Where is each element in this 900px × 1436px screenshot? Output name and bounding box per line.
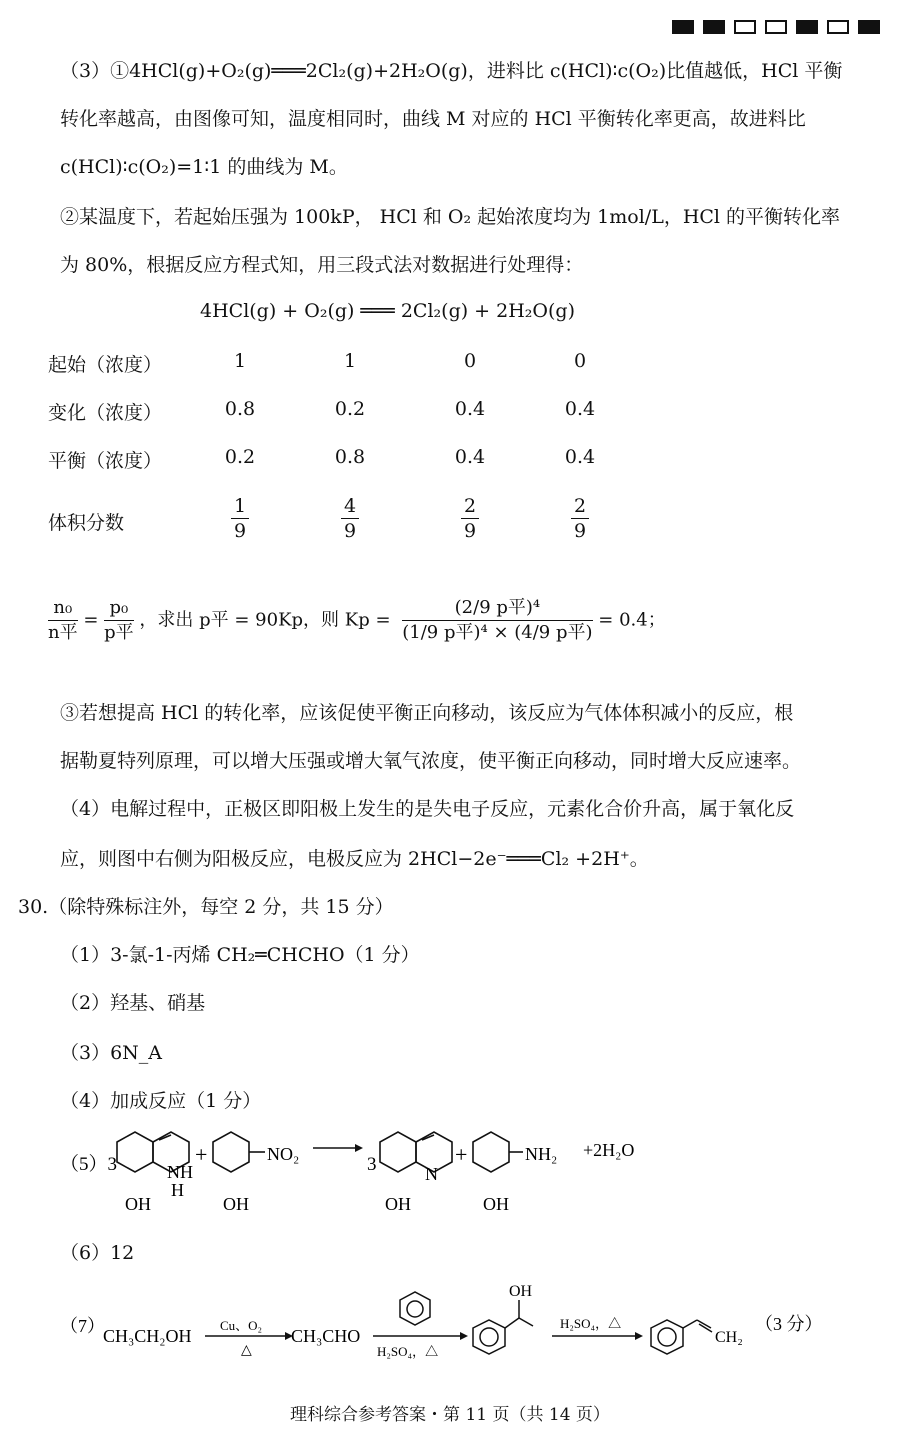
- coefficient: 3: [367, 1154, 377, 1175]
- denominator: 9: [343, 520, 357, 542]
- no2-label: NO₂: [267, 1144, 300, 1164]
- aminophenol-structure: [473, 1132, 523, 1172]
- table-cell: 1: [233, 350, 247, 372]
- para-line: ②某温度下，若起始压强为 100kP， HCl 和 O₂ 起始浓度均为 1mol/L，HCl 的平衡转化率: [60, 206, 841, 228]
- numerator: 2: [571, 494, 589, 519]
- kp-p0: p₀: [104, 596, 134, 621]
- benzene-reagent: [400, 1292, 430, 1325]
- denominator: 9: [463, 520, 477, 542]
- answer-2: （2）羟基、硝基: [60, 992, 206, 1014]
- condition-3: H₂SO₄，△: [560, 1316, 622, 1331]
- fraction-cell: [210, 494, 270, 543]
- table-cell: 0: [463, 350, 477, 372]
- table-cell: 0.8: [224, 398, 256, 420]
- ethanol: CH₃CH₂OH: [103, 1326, 192, 1346]
- acetaldehyde: CH₃CHO: [291, 1326, 361, 1346]
- synthesis-route: [55, 1280, 855, 1380]
- answer-5-label: （5）3: [60, 1154, 118, 1175]
- table-cell: 0.4: [564, 446, 596, 468]
- phenylethanol-structure: [473, 1300, 533, 1354]
- table-row: [48, 350, 162, 377]
- kp-np: n平: [48, 622, 78, 643]
- question-30-heading: 30.（除特殊标注外，每空 2 分，共 15 分）: [18, 896, 394, 918]
- arrow-head: [355, 1144, 363, 1152]
- ch2-label: CH₂: [715, 1329, 743, 1346]
- table-cell: 0.8: [334, 446, 366, 468]
- mark-filled: [796, 20, 818, 34]
- answer-1: （1）3-氯-1-丙烯 CH₂═CHCHO（1 分）: [60, 944, 420, 966]
- h-label: H: [171, 1180, 184, 1200]
- kp-pp: p平: [104, 622, 134, 643]
- mark-empty: [765, 20, 787, 34]
- table-cell: 0.4: [564, 398, 596, 420]
- header-marks: [672, 20, 880, 34]
- oh-label: OH: [125, 1194, 151, 1214]
- table-row: [48, 508, 124, 535]
- denominator: 9: [233, 520, 247, 542]
- arrow-head: [460, 1332, 468, 1340]
- mark-filled: [703, 20, 725, 34]
- score-label: （3 分）: [755, 1314, 823, 1334]
- oh-label: OH: [509, 1283, 533, 1300]
- para-line: 转化率越高，由图像可知，温度相同时，曲线 M 对应的 HCl 平衡转化率更高，故进料比: [60, 108, 806, 130]
- mark-empty: [827, 20, 849, 34]
- kp-mid: ，求出 p平 = 90Kp，则 Kp =: [139, 609, 391, 631]
- answer-4: （4）加成反应（1 分）: [60, 1090, 262, 1112]
- table-cell: 1: [343, 350, 357, 372]
- row-label: 平衡（浓度）: [48, 450, 163, 472]
- row-label: 体积分数: [48, 512, 125, 534]
- table-row: [48, 398, 162, 425]
- condition-2: H₂SO₄，△: [377, 1344, 439, 1359]
- nh2-label: NH₂: [525, 1144, 558, 1164]
- denominator: 9: [573, 520, 587, 542]
- oh-label: OH: [483, 1194, 509, 1214]
- answer-3: （3）6N_A: [60, 1042, 163, 1064]
- fraction-cell: [550, 494, 610, 543]
- fraction-cell: [320, 494, 380, 543]
- kp-n0: n₀: [48, 596, 78, 621]
- fraction-cell: [440, 494, 500, 543]
- table-cell: 0.4: [454, 446, 486, 468]
- kp-result: = 0.4；: [598, 609, 666, 631]
- mark-empty: [734, 20, 756, 34]
- condition-1-heat: △: [241, 1343, 252, 1358]
- para-line: 应，则图中右侧为阳极反应，电极反应为 2HCl−2e⁻═══Cl₂ +2H⁺。: [60, 848, 649, 870]
- mark-filled: [858, 20, 880, 34]
- reaction-equation: 4HCl(g) + O₂(g) ═══ 2Cl₂(g) + 2H₂O(g): [200, 300, 575, 322]
- oh-label: OH: [223, 1194, 249, 1214]
- oh-label: OH: [385, 1194, 411, 1214]
- para-line: （4）电解过程中，正极区即阳极上发生的是失电子反应，元素化合价升高，属于氧化反: [60, 798, 795, 820]
- table-row: [48, 446, 162, 473]
- condition-1: Cu、O₂: [220, 1318, 263, 1333]
- row-label: 起始（浓度）: [48, 354, 163, 376]
- quinolinol-structure: [380, 1132, 452, 1172]
- para-line: ③若想提高 HCl 的转化率，应该促使平衡正向移动，该反应为气体体积减小的反应，根: [60, 702, 794, 724]
- plus-sign: +: [455, 1142, 468, 1167]
- answer-6: （6）12: [60, 1242, 135, 1264]
- table-cell: 0.2: [224, 446, 256, 468]
- row-label: 变化（浓度）: [48, 402, 163, 424]
- n-label: N: [425, 1164, 438, 1184]
- mark-filled: [672, 20, 694, 34]
- kp-denominator: (1/9 p平)⁴ × (4/9 p平): [402, 622, 593, 643]
- table-cell: 0.4: [454, 398, 486, 420]
- para-line: （3）①4HCl(g)+O₂(g)═══2Cl₂(g)+2H₂O(g)，进料比 c(HCl)∶c(O₂)比值越低，HCl 平衡: [60, 60, 843, 82]
- plus-sign: +: [195, 1142, 208, 1167]
- page-footer: 理科综合参考答案・第 11 页（共 14 页）: [290, 1405, 610, 1425]
- answer-7-label: （7）: [60, 1316, 105, 1336]
- styrene-structure: [651, 1320, 712, 1354]
- numerator: 4: [341, 494, 359, 519]
- kp-formula: $\frac{\text{n₀}}{\text{n平}}$ = $\frac{\text{p₀}}{\text{p平}}$ ，求出 p平 = 90Kp，则 Kp = $\frac{\text{(2/9 p平)⁴}}{\text{(1/9 p平)⁴ × (4/9 p平)}}$ = 0.4；: [48, 597, 666, 643]
- para-line: c(HCl)∶c(O₂)=1∶1 的曲线为 M。: [60, 156, 348, 178]
- numerator: 1: [231, 494, 249, 519]
- kp-numerator: (2/9 p平)⁴: [402, 596, 592, 621]
- table-cell: 0: [573, 350, 587, 372]
- water-label: +2H₂O: [583, 1140, 635, 1160]
- para-line: 为 80%，根据反应方程式知，用三段式法对数据进行处理得：: [60, 254, 584, 276]
- arrow-head: [635, 1332, 643, 1340]
- nh-label: NH: [167, 1162, 193, 1182]
- numerator: 2: [461, 494, 479, 519]
- nitrophenol-structure: [213, 1132, 265, 1172]
- reaction-5-structures: [55, 1120, 655, 1220]
- para-line: 据勒夏特列原理，可以增大压强或增大氧气浓度，使平衡正向移动，同时增大反应速率。: [60, 750, 802, 772]
- table-cell: 0.2: [334, 398, 366, 420]
